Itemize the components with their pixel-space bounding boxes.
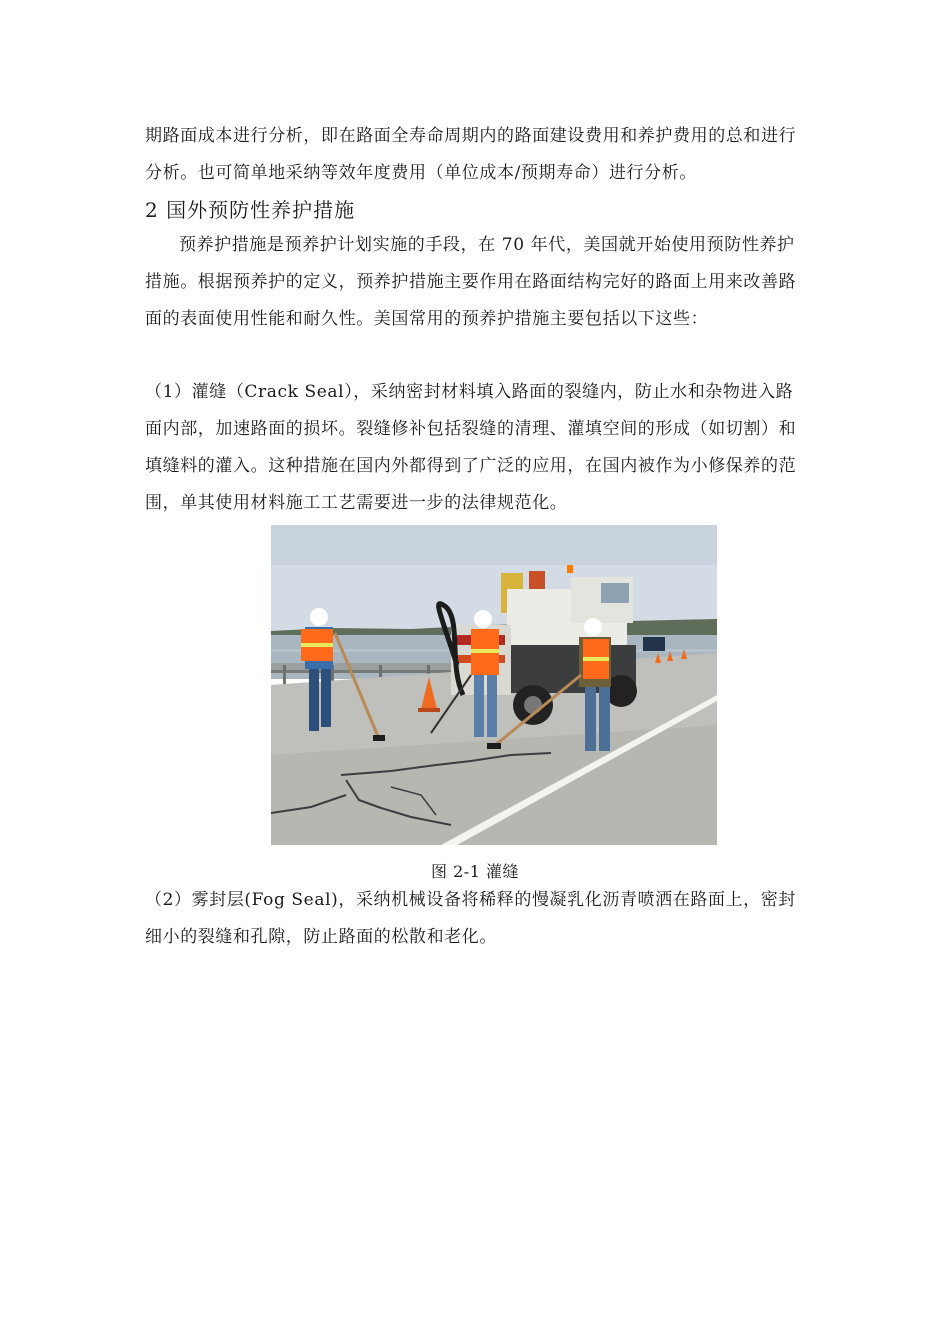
paragraph-fog-seal: （2）雾封层(Fog Seal)，采纳机械设备将稀释的慢凝乳化沥青喷洒在路面上，密封细小的裂缝和孔隙，防止路面的松散和老化。 [145, 890, 796, 947]
section-heading: 2 国外预防性养护措施 [145, 198, 356, 222]
figure-caption: 图 2-1 灌缝 [431, 862, 519, 881]
paragraph-cost-analysis: 期路面成本进行分析，即在路面全寿命周期内的路面建设费用和养护费用的总和进行分析。也可简单地采纳等效年度费用（单位成本/预期寿命）进行分析。 [145, 126, 797, 183]
paragraph-preventive-measures: 预养护措施是预养护计划实施的手段，在 70 年代，美国就开始使用预防性养护措施。根据预养护的定义，预养护措施主要作用在路面结构完好的路面上用来改善路面的表面使用性能和耐久性。美国常用的预养护措施主要包括以下这些： [145, 235, 797, 329]
paragraph-crack-seal: （1）灌缝（Crack Seal），采纳密封材料填入路面的裂缝内，防止水和杂物进入路面内部，加速路面的损坏。裂缝修补包括裂缝的清理、灌填空间的形成（如切割）和填缝料的灌入。这种措施在国内外都得到了广泛的应用，在国内被作为小修保养的范围，单其使用材料施工工艺需要进一步的法律规范化。 [145, 382, 797, 513]
crack-seal-photo [271, 525, 717, 845]
